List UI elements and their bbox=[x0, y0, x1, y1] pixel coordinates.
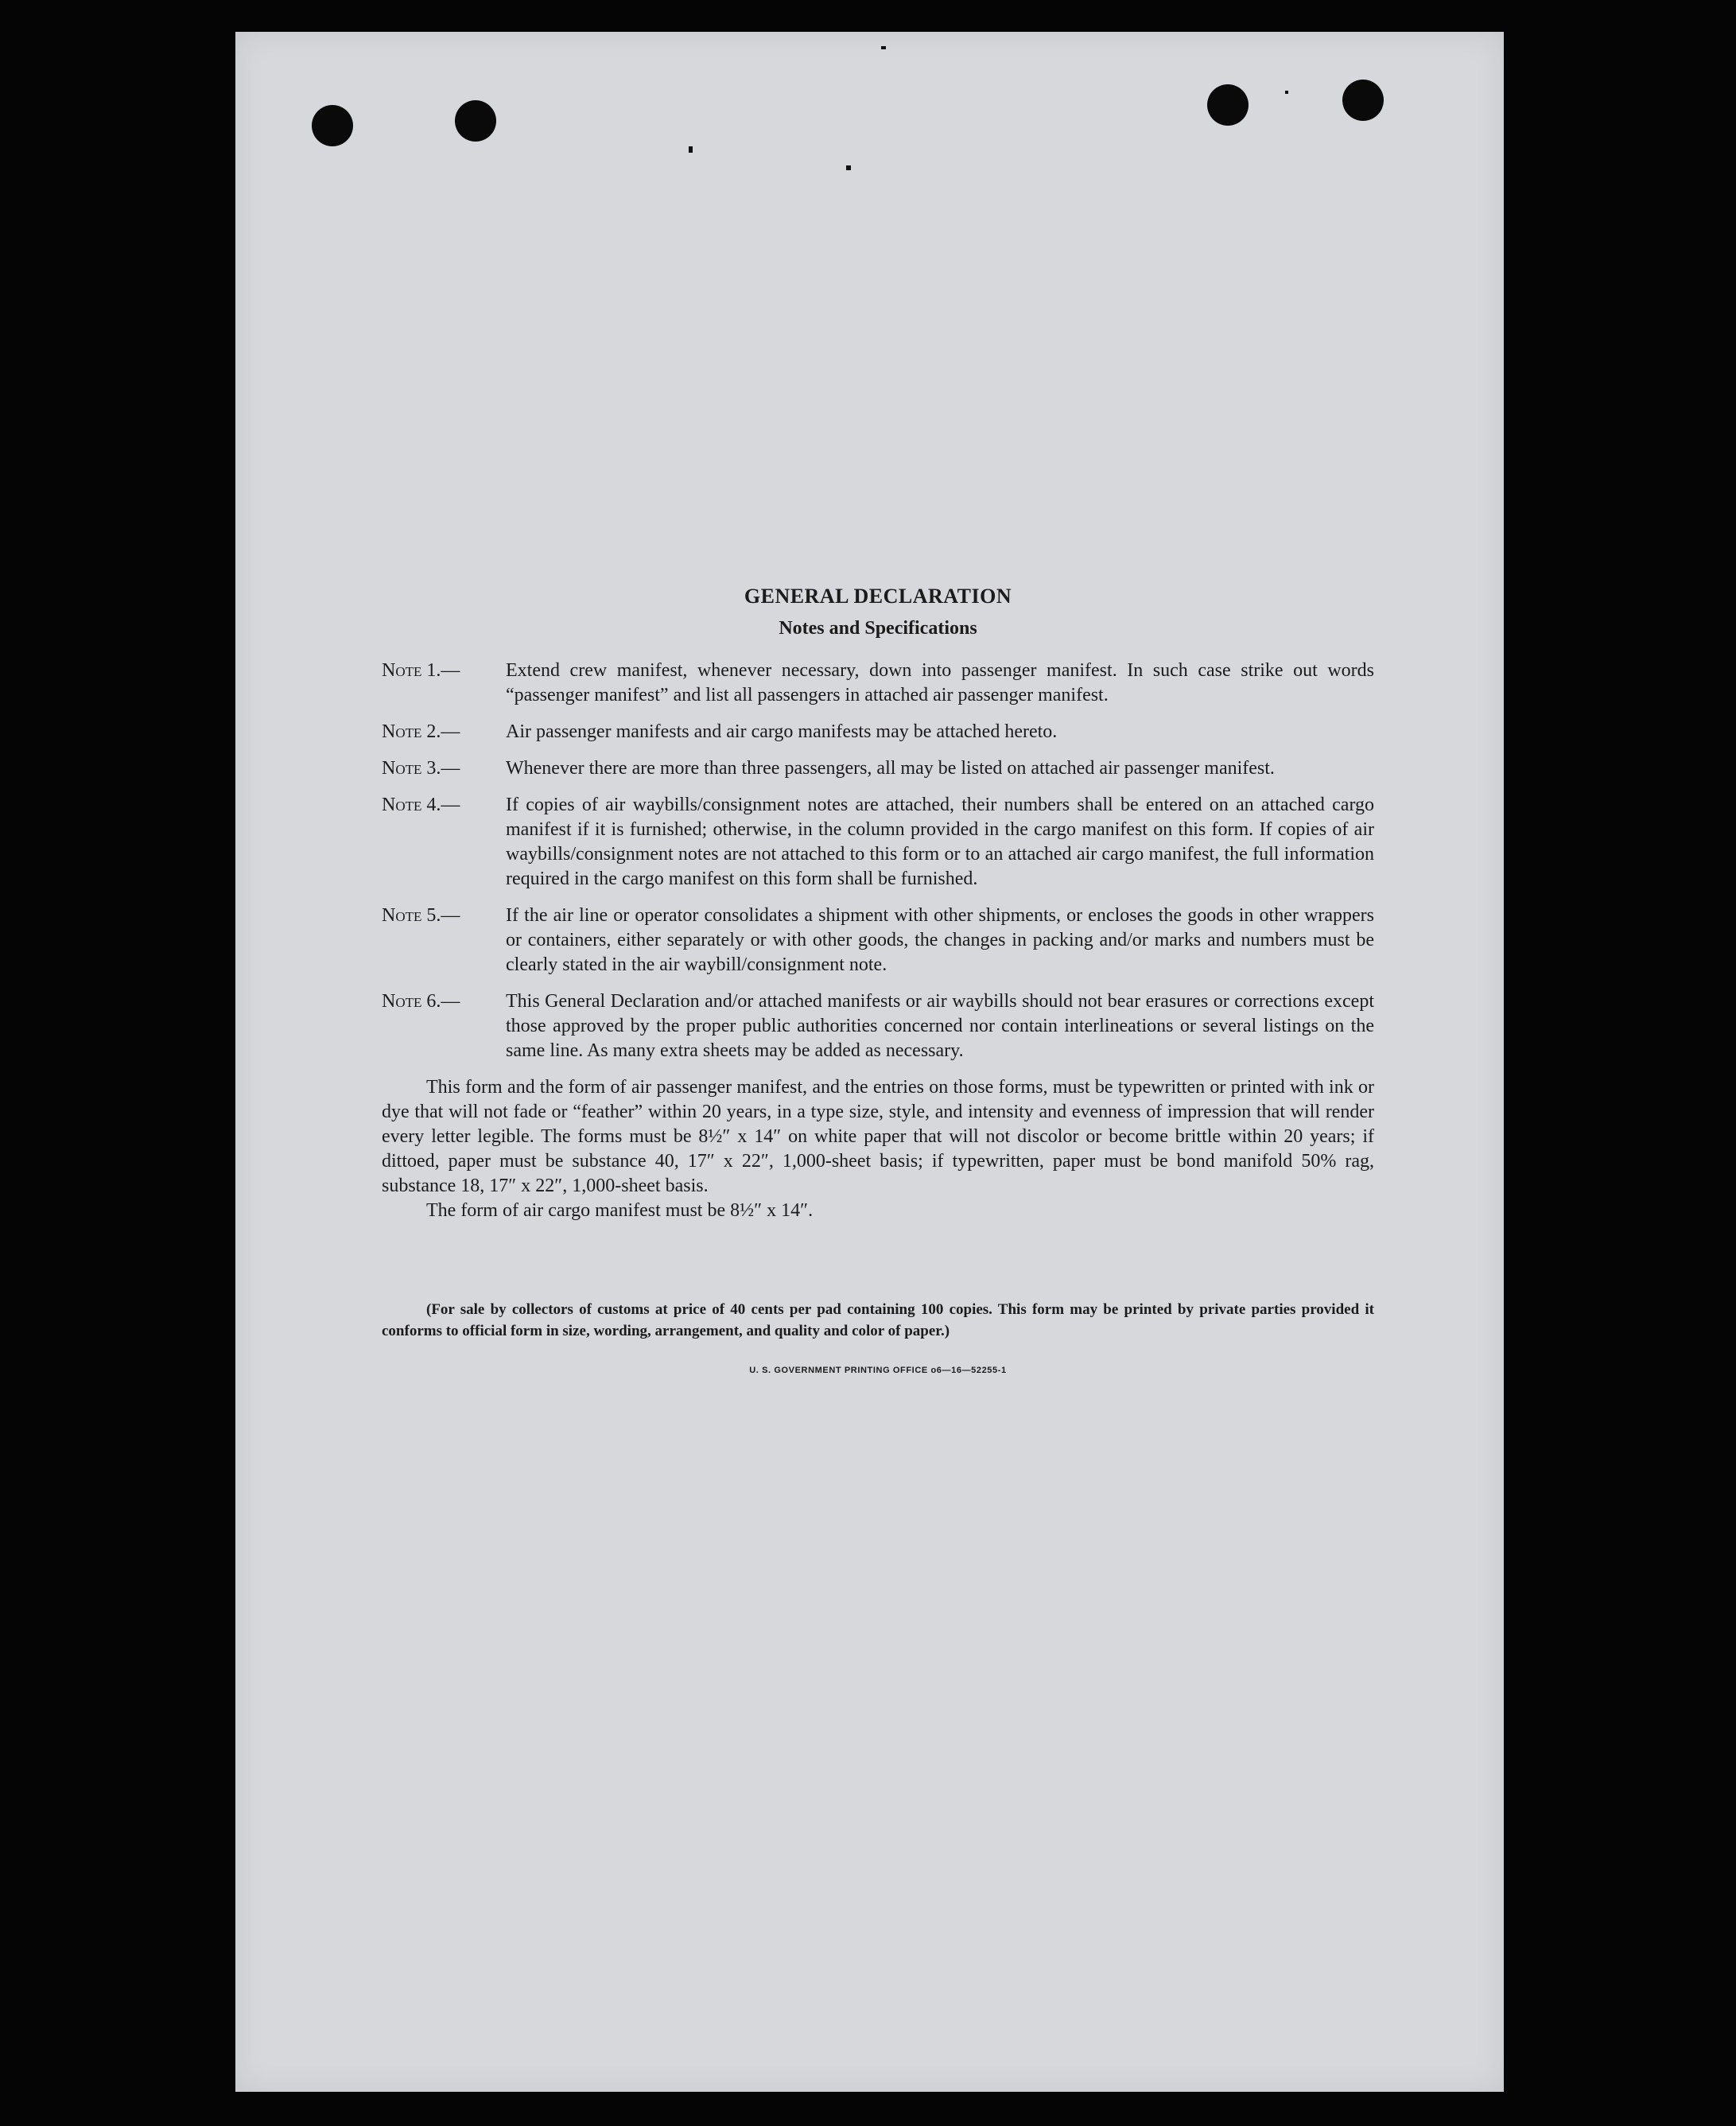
scan-speck bbox=[846, 165, 851, 170]
note-label: Note 1.— bbox=[382, 660, 460, 681]
note-item bbox=[382, 904, 1374, 977]
form-requirements-paragraph: This form and the form of air passenger manifest, and the entries on those forms, must be typewritten or printed with ink or dye that will not fade or “feather” within 20 years, in a type size, style, and intensity and evenness of impression that will render every letter legible. The forms must be 8½″ x 14″ on white paper that will not discolor or become brittle within 20 years; if dittoed, paper must be substance 40, 17″ x 22″, 1,000-sheet basis; if typewritten, paper must be bond manifold 50% rag, substance 18, 17″ x 22″, 1,000-sheet basis. bbox=[382, 1077, 1374, 1196]
punch-hole bbox=[1207, 84, 1249, 126]
note-text: Air passenger manifests and air cargo manifests may be attached hereto. bbox=[506, 721, 1058, 742]
cargo-manifest-paragraph: The form of air cargo manifest must be 8½″ x 14″. bbox=[426, 1200, 814, 1221]
note-text: If the air line or operator consolidates a shipment with other shipments, or encloses the goods in other wrappers or containers, either separately or with other goods, the changes in packing and/or marks and numbers must be clearly stated in the air waybill/consignment note. bbox=[506, 905, 1374, 975]
note-label: Note 2.— bbox=[382, 721, 460, 742]
punch-hole bbox=[312, 105, 353, 146]
scan-speck bbox=[881, 46, 886, 49]
note-text: This General Declaration and/or attached manifests or air waybills should not bear erasures or corrections except those approved by the proper public authorities concerned nor contain interlineations or several listings on the same line. As many extra sheets may be added as necessary. bbox=[506, 991, 1374, 1061]
sale-note: (For sale by collectors of customs at price of 40 cents per pad containing 100 copies. This form may be printed by private parties provided it conforms to official form in size, wording, arrangement, and quality and color of paper.) bbox=[382, 1301, 1374, 1339]
note-item bbox=[382, 756, 1374, 781]
note-item bbox=[382, 793, 1374, 892]
note-item bbox=[382, 720, 1374, 744]
note-item bbox=[382, 659, 1374, 708]
note-text: Extend crew manifest, whenever necessary, down into passenger manifest. In such case strike out words “passenger manifest” and list all passengers in attached air passenger manifest. bbox=[506, 660, 1374, 705]
scan-speck bbox=[689, 146, 693, 153]
note-text: If copies of air waybills/consignment notes are attached, their numbers shall be entered on an attached cargo manifest if it is furnished; otherwise, in the column provided in the cargo manifest on this form. If copies of air waybills/consignment notes are not attached to this form or to an attached air cargo manifest, the full information required in the cargo manifest on this form shall be furnished. bbox=[506, 795, 1374, 889]
page-title: GENERAL DECLARATION bbox=[744, 585, 1012, 608]
note-item bbox=[382, 989, 1374, 1063]
note-text: Whenever there are more than three passengers, all may be listed on attached air passenger manifest. bbox=[506, 758, 1275, 779]
scan-speck bbox=[1285, 91, 1288, 94]
page-subtitle: Notes and Specifications bbox=[779, 618, 977, 639]
general-declaration-notes bbox=[382, 585, 1374, 1375]
note-label: Note 6.— bbox=[382, 991, 460, 1012]
note-label: Note 4.— bbox=[382, 795, 460, 815]
note-label: Note 5.— bbox=[382, 905, 460, 926]
punch-hole bbox=[1342, 80, 1384, 121]
punch-hole bbox=[455, 100, 496, 142]
printer-line: U. S. GOVERNMENT PRINTING OFFICE o6—16—52255-1 bbox=[749, 1366, 1007, 1375]
note-label: Note 3.— bbox=[382, 758, 460, 779]
